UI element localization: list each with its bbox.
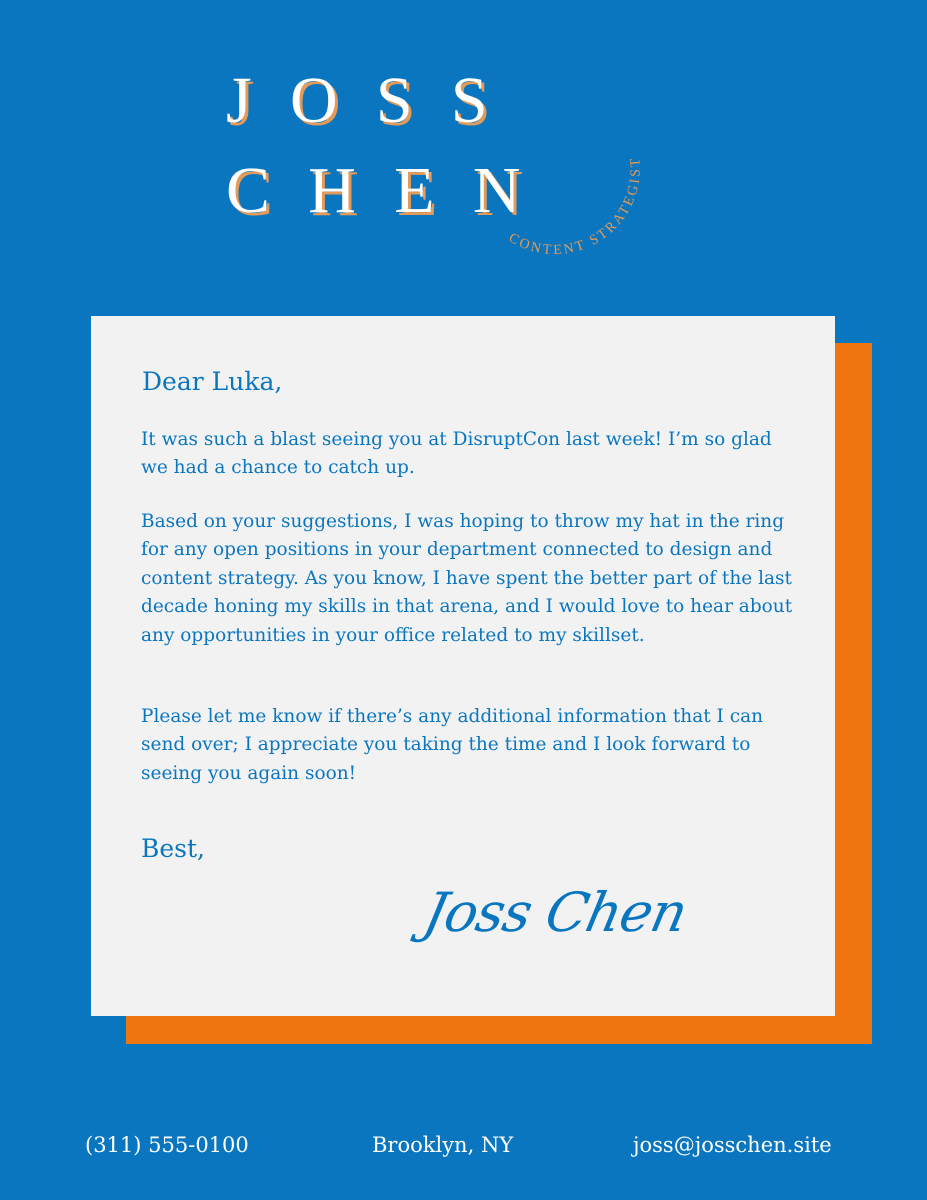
job-title-text bbox=[506, 155, 644, 258]
letter-paragraph-1: It was such a blast seeing you at DisruptCon last week! I’m so glad we had a chance to catch up. bbox=[141, 429, 772, 479]
letter-card bbox=[91, 316, 835, 1016]
letter-paragraph-2: Based on your suggestions, I was hoping to throw my hat in the ring for any open positions in your department connected to design and content strategy. As you know, I have spent the better part of the last decade honing my skills in that arena, and I would love to hear about any opportunities in your office related to my skillset. bbox=[141, 511, 793, 646]
footer-location: Brooklyn, NY bbox=[372, 1133, 514, 1157]
first-name-heading: JOSS bbox=[226, 64, 526, 137]
footer-phone: (311) 555-0100 bbox=[85, 1133, 249, 1157]
last-name-heading: CHEN bbox=[226, 154, 559, 227]
job-title-textpath: CONTENT STRATEGIST bbox=[505, 155, 644, 259]
signature: Joss Chen bbox=[418, 881, 693, 944]
job-title-arc bbox=[480, 120, 680, 300]
footer-email: joss@josschen.site bbox=[633, 1133, 832, 1157]
letter-paragraph-3: Please let me know if there’s any additional information that I can send over; I appreciate you taking the time and I look forward to seeing you again soon! bbox=[141, 706, 764, 784]
letter-closing: Best, bbox=[141, 834, 205, 863]
letter-salutation: Dear Luka, bbox=[142, 367, 283, 396]
